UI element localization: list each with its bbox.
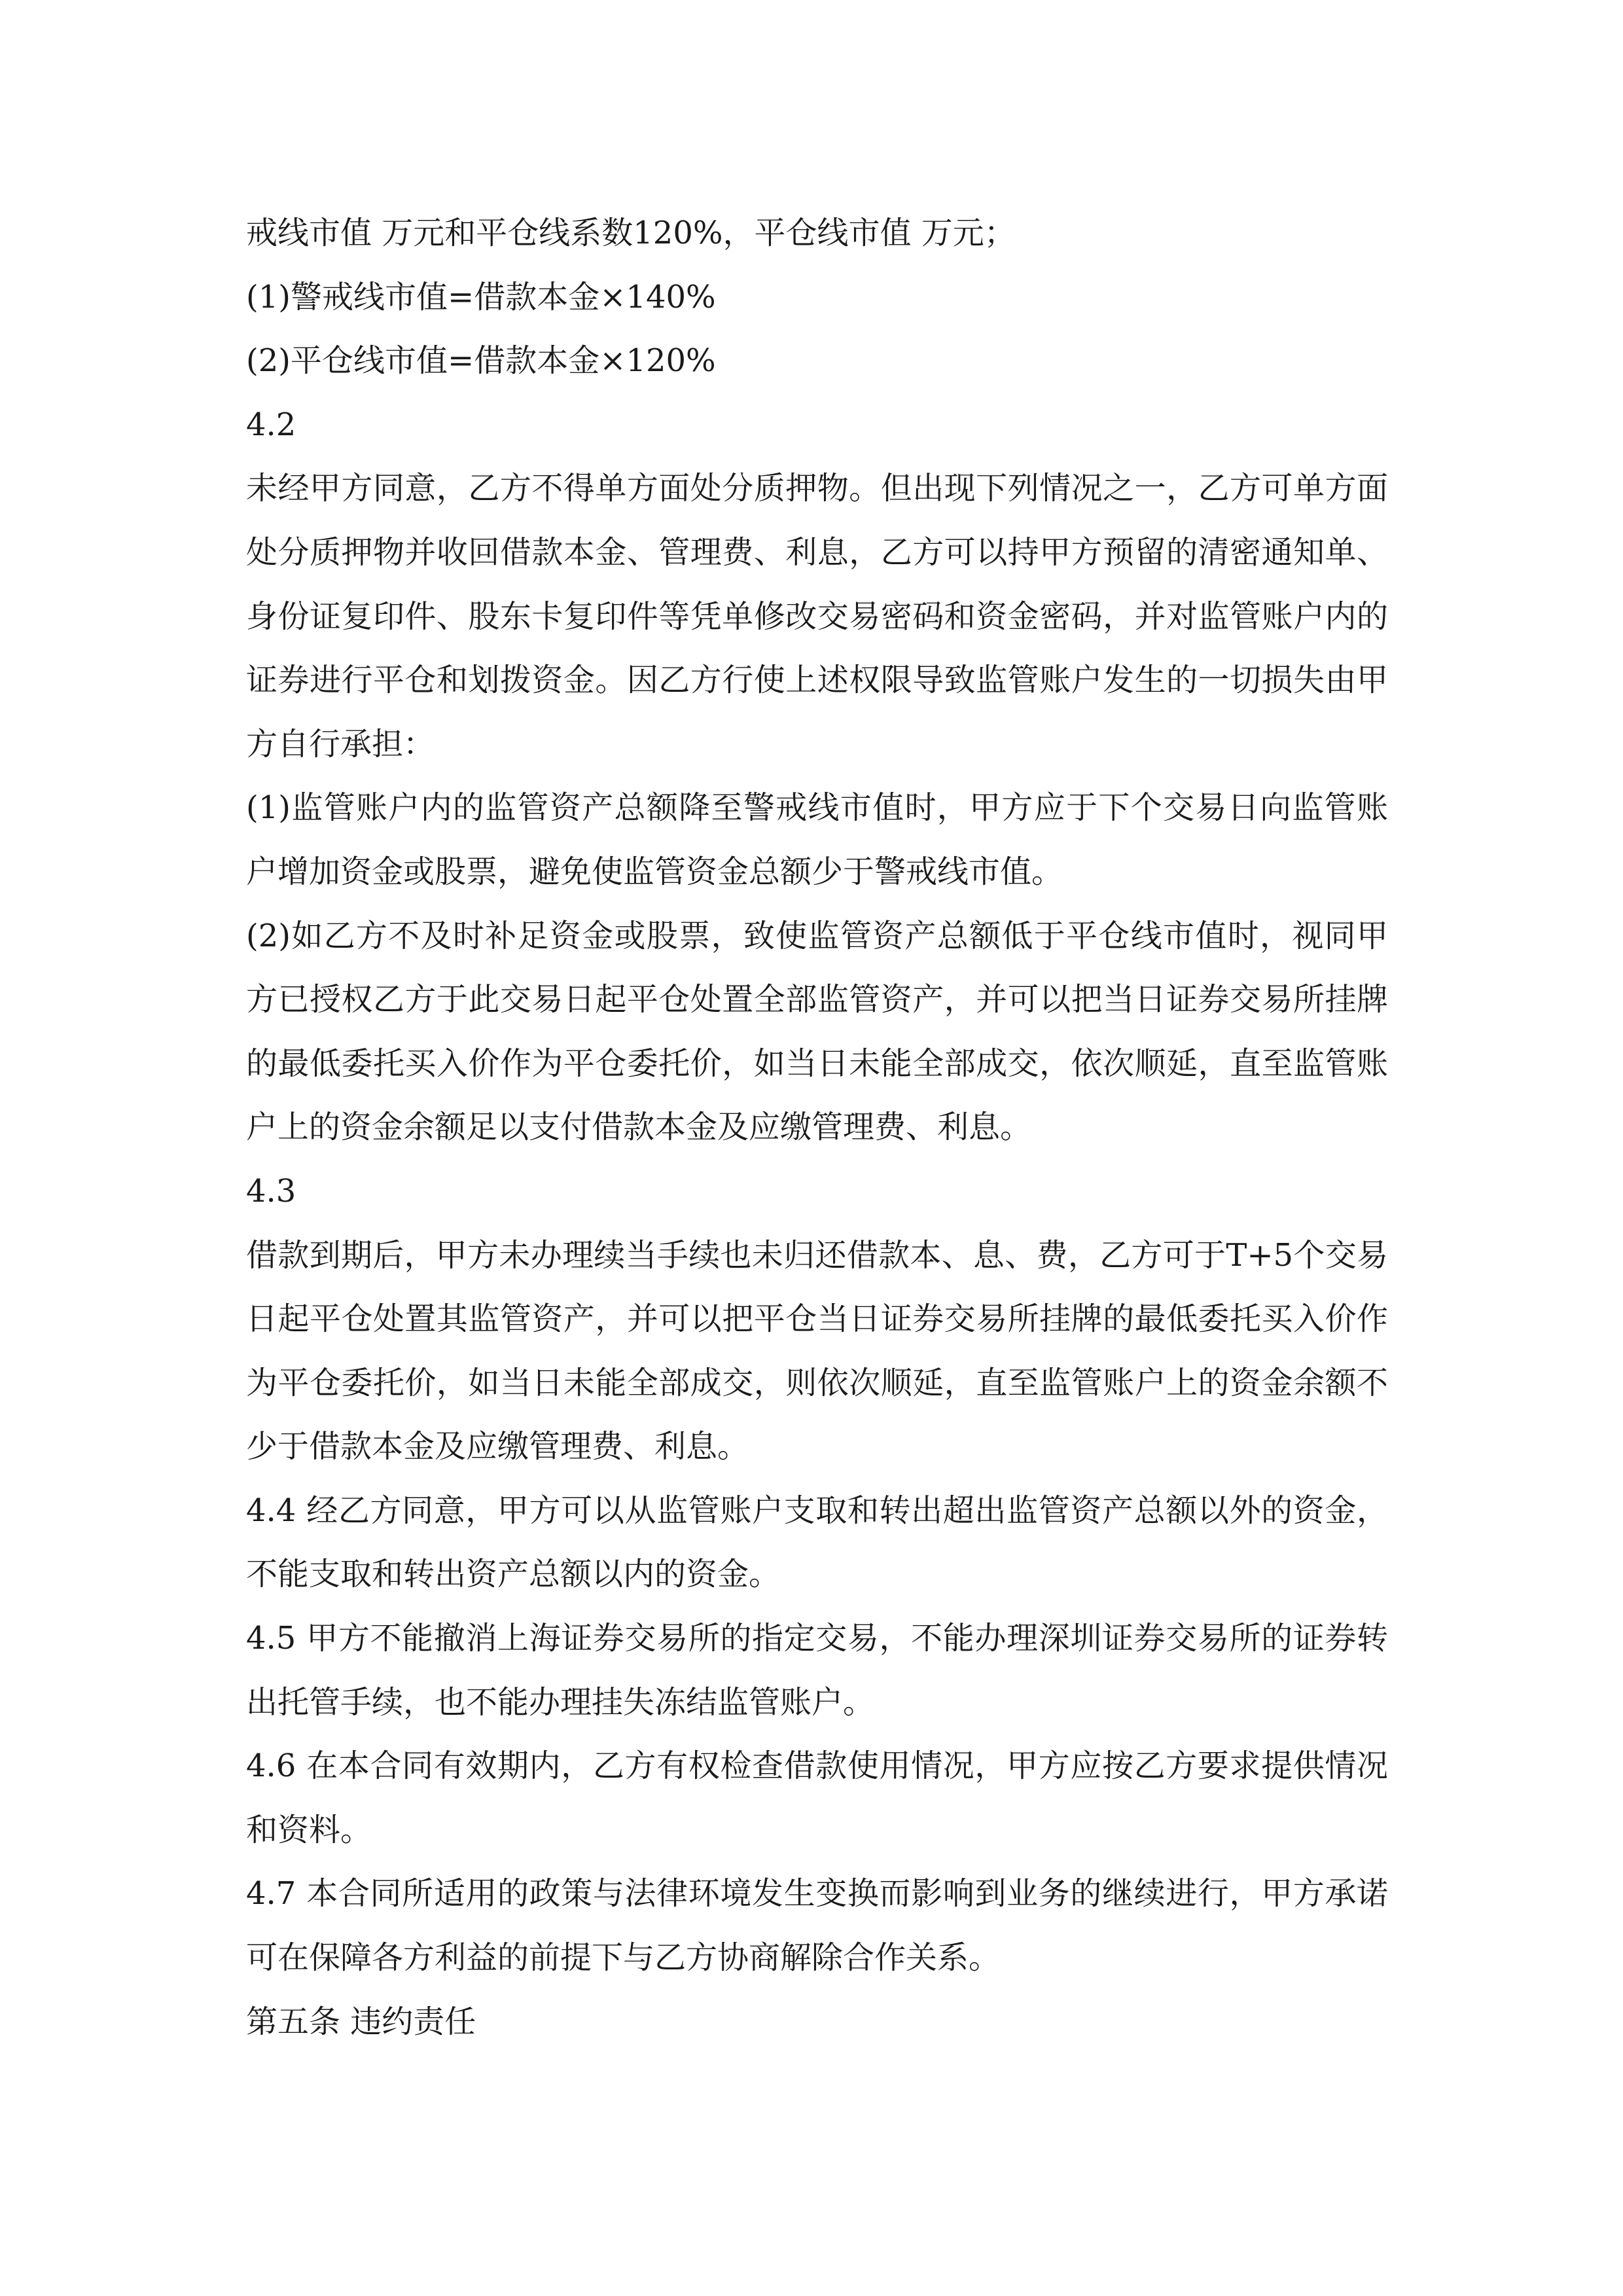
paragraph-liquidation-line-formula: (2)平仓线市值=借款本金×120%	[246, 342, 716, 380]
section-heading-article-5: 第五条 违约责任	[246, 2003, 476, 2040]
clause-4-2-item-1: (1)监管账户内的监管资产总额降至警戒线市值时，甲方应于下个交易日向监管账户增加资金或股票，避免使监管资金总额少于警戒线市值。	[246, 789, 1388, 890]
document-page	[246, 202, 1388, 2054]
clause-4-4: 4.4 经乙方同意，甲方可以从监管账户支取和转出超出监管资产总额以外的资金，不能支取和转出资产总额以内的资金。	[246, 1492, 1388, 1593]
clause-number-4-3: 4.3	[246, 1172, 296, 1210]
clause-4-3-text: 借款到期后，甲方未办理续当手续也未归还借款本、息、费，乙方可于T+5个交易日起平仓处置其监管资产，并可以把平仓当日证券交易所挂牌的最低委托买入价作为平仓委托价，如当日未能全部成交，则依次顺延，直至监管账户上的资金余额不少于借款本金及应缴管理费、利息。	[246, 1236, 1388, 1465]
clause-4-6: 4.6 在本合同有效期内，乙方有权检查借款使用情况，甲方应按乙方要求提供情况和资料。	[246, 1748, 1388, 1848]
clause-4-5: 4.5 甲方不能撤消上海证券交易所的指定交易，不能办理深圳证券交易所的证券转出托管手续，也不能办理挂失冻结监管账户。	[246, 1620, 1388, 1721]
clause-4-7: 4.7 本合同所适用的政策与法律环境发生变换而影响到业务的继续进行，甲方承诺可在保障各方利益的前提下与乙方协商解除合作关系。	[246, 1875, 1388, 1977]
paragraph-warning-line-formula: (1)警戒线市值=借款本金×140%	[246, 278, 716, 315]
clause-number-4-2: 4.2	[246, 406, 296, 443]
clause-4-2-item-2: (2)如乙方不及时补足资金或股票，致使监管资产总额低于平仓线市值时，视同甲方已授权乙方于此交易日起平仓处置全部监管资产，并可以把当日证券交易所挂牌的最低委托买入价作为平仓委托价，如当日未能全部成交，依次顺延，直至监管账户上的资金余额足以支付借款本金及应缴管理费、利息。	[246, 917, 1388, 1146]
clause-4-2-text: 未经甲方同意，乙方不得单方面处分质押物。但出现下列情况之一，乙方可单方面处分质押物并收回借款本金、管理费、利息，乙方可以持甲方预留的清密通知单、身份证复印件、股东卡复印件等凭单修改交易密码和资金密码，并对监管账户内的证券进行平仓和划拨资金。因乙方行使上述权限导致监管账户发生的一切损失由甲方自行承担：	[246, 470, 1388, 762]
paragraph-market-value-lines: 戒线市值 万元和平仓线系数120%，平仓线市值 万元；	[246, 215, 1016, 251]
